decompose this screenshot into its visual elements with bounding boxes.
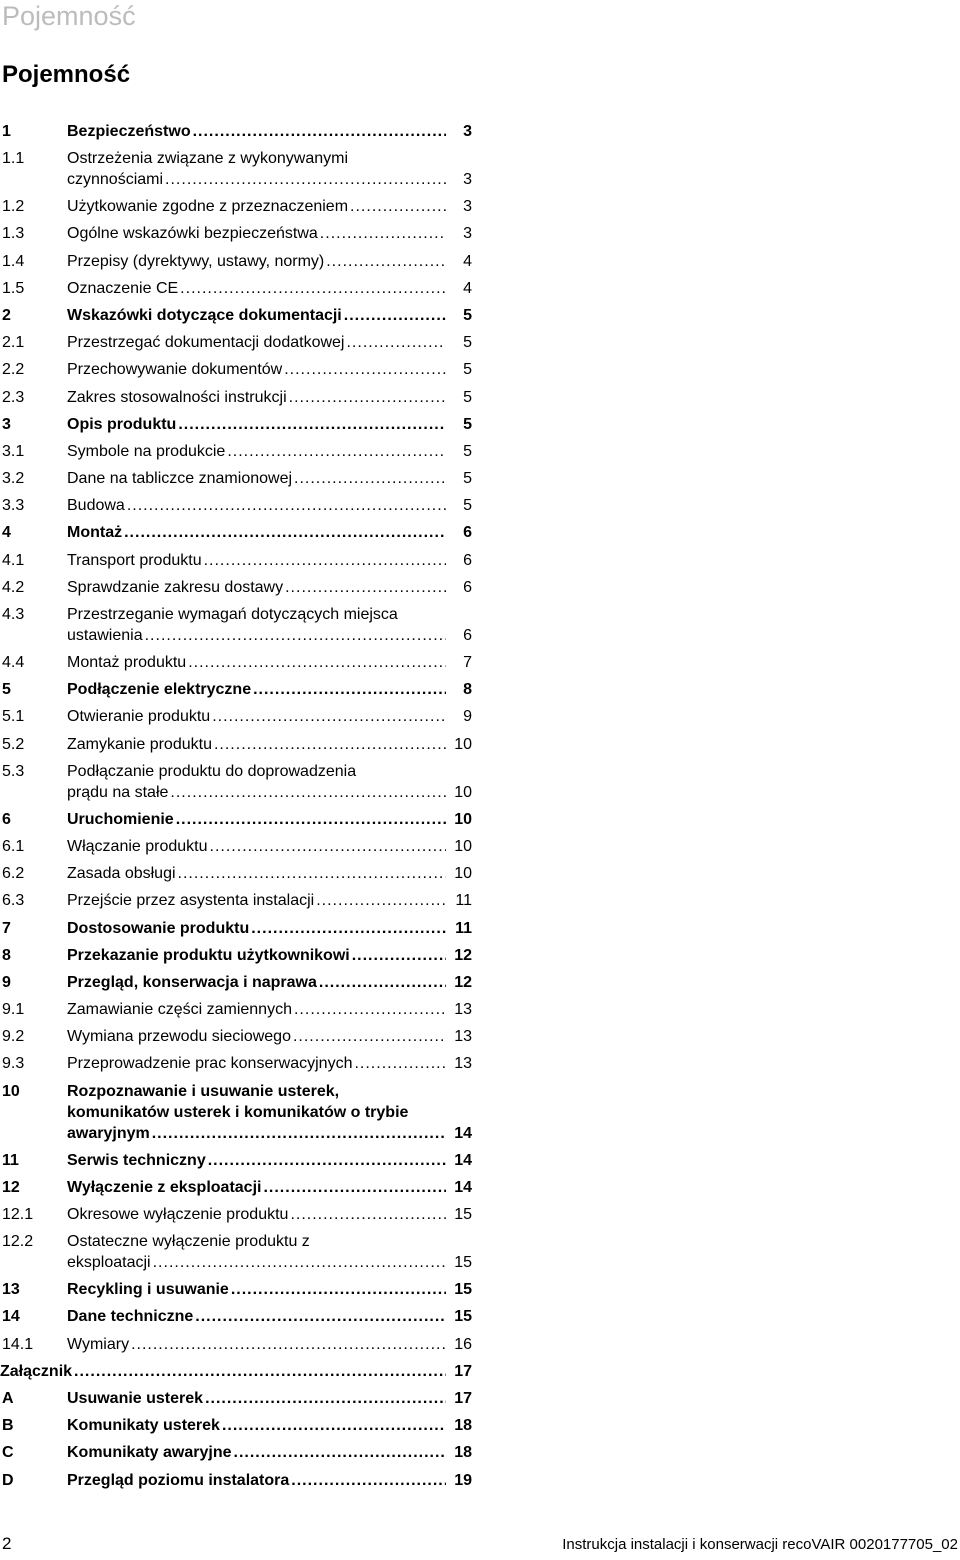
- toc-entry-title: Wymiana przewodu sieciowego: [67, 1028, 291, 1046]
- toc-dot-leader: [320, 220, 446, 247]
- toc-entry[interactable]: [0, 465, 472, 492]
- toc-entry[interactable]: [0, 703, 472, 730]
- toc-entry-body: [67, 969, 472, 996]
- toc-entry-title: Symbole na produkcie: [67, 442, 226, 460]
- toc-entry-number: 1.3: [2, 225, 25, 243]
- toc-entry-title-line: Rozpoznawanie i usuwanie usterek,: [67, 1082, 340, 1100]
- toc-entry-page: 5: [463, 470, 472, 488]
- toc-entry-page: 12: [454, 946, 472, 964]
- toc-entry-page: 5: [463, 415, 472, 433]
- toc-dot-leader: [178, 860, 446, 887]
- toc-entry[interactable]: [0, 887, 472, 914]
- toc-entry-page: 10: [454, 735, 472, 753]
- toc-entry-title-line: czynnościami: [67, 171, 164, 189]
- toc-entry-body: [67, 1385, 472, 1412]
- toc-entry-title-line: eksploatacji: [67, 1254, 151, 1272]
- toc-entry-body: [67, 220, 472, 247]
- toc-dot-leader: [326, 248, 446, 275]
- toc-entry-body: [67, 676, 472, 703]
- toc-entry-number: C: [2, 1444, 14, 1462]
- toc-dot-leader: [165, 169, 446, 190]
- toc-entry-title-line: komunikatów usterek i komunikatów o trybie: [67, 1103, 409, 1121]
- toc-entry-page: 5: [463, 388, 472, 406]
- toc-entry-body: [67, 248, 472, 275]
- toc-entry-title: Wymiary: [67, 1335, 130, 1353]
- toc-entry[interactable]: [0, 1439, 472, 1466]
- toc-entry[interactable]: [0, 1276, 472, 1303]
- toc-dot-leader: [74, 1358, 446, 1385]
- toc-entry-number: 11: [2, 1151, 19, 1169]
- toc-entry[interactable]: [0, 1412, 472, 1439]
- toc-entry-number: 14.1: [2, 1335, 34, 1353]
- toc-entry-body: [67, 1276, 472, 1303]
- toc-dot-leader: [212, 703, 446, 730]
- toc-dot-leader: [234, 1439, 447, 1466]
- toc-entry-page: 3: [463, 198, 472, 216]
- toc-entry-body: [67, 1050, 472, 1077]
- toc-entry-title: Przechowywanie dokumentów: [67, 361, 283, 379]
- toc-entry-number: 6.2: [2, 865, 25, 883]
- toc-entry-title: Włączanie produktu: [67, 837, 208, 855]
- toc-entry[interactable]: [0, 220, 472, 247]
- toc-entry-page: 19: [454, 1471, 472, 1489]
- toc-entry[interactable]: [0, 248, 472, 275]
- toc-entry[interactable]: [0, 302, 472, 329]
- toc-entry[interactable]: [0, 676, 472, 703]
- toc-entry-title: Użytkowanie zgodne z przeznaczeniem: [67, 198, 349, 216]
- toc-entry-page: 10: [454, 783, 472, 801]
- toc-entry-body: [67, 942, 472, 969]
- toc-entry[interactable]: [0, 833, 472, 860]
- toc-entry-title: Przekazanie produktu użytkownikowi: [67, 946, 350, 964]
- toc-entry-page: 11: [455, 892, 472, 910]
- toc-entry[interactable]: [0, 547, 472, 574]
- toc-entry-number: 6: [2, 810, 11, 828]
- toc-dot-leader: [285, 574, 446, 601]
- toc-entry[interactable]: [0, 1050, 472, 1077]
- toc-entry-page: 6: [463, 551, 472, 569]
- toc-entry-page: 11: [455, 919, 472, 937]
- toc-entry-title: Zamawianie części zamiennych: [67, 1001, 292, 1019]
- toc-entry[interactable]: [0, 1147, 472, 1174]
- toc-entry-body: [67, 356, 472, 383]
- toc-entry-page: 15: [454, 1254, 472, 1272]
- toc-entry-page: 6: [463, 524, 472, 542]
- toc-entry-title: Przegląd, konserwacja i naprawa: [67, 973, 317, 991]
- toc-entry-page: 13: [454, 1055, 472, 1073]
- toc-entry-body: [67, 649, 472, 676]
- toc-entry[interactable]: [0, 1467, 472, 1494]
- toc-entry-number: 2: [2, 306, 11, 324]
- toc-entry-body: [0, 1358, 472, 1385]
- toc-entry-title: Dostosowanie produktu: [67, 919, 250, 937]
- toc-entry-body: [67, 806, 472, 833]
- toc-dot-leader: [188, 649, 446, 676]
- toc-dot-leader: [290, 1201, 446, 1228]
- toc-entry[interactable]: [0, 860, 472, 887]
- toc-dot-leader: [227, 438, 446, 465]
- toc-entry-title: Zamykanie produktu: [67, 735, 212, 753]
- toc-entry-page: 5: [463, 442, 472, 460]
- toc-entry-body: [67, 411, 472, 438]
- toc-entry-number: 2.2: [2, 361, 25, 379]
- toc-dot-leader: [344, 302, 446, 329]
- toc-entry-number: 1.2: [2, 198, 25, 216]
- toc-dot-leader: [263, 1174, 446, 1201]
- toc-entry-title-line: ustawienia: [67, 627, 143, 644]
- toc-entry-title: Przejście przez asystenta instalacji: [67, 892, 315, 910]
- toc-entry-number: 9.2: [2, 1028, 25, 1046]
- toc-entry-number: 4.2: [2, 578, 25, 596]
- toc-entry-body: [67, 145, 472, 190]
- toc-entry-body: [67, 1303, 472, 1330]
- toc-dot-leader: [291, 1467, 446, 1494]
- toc-dot-leader: [231, 1276, 446, 1303]
- toc-dot-leader: [153, 1252, 446, 1273]
- toc-entry[interactable]: [0, 118, 472, 145]
- toc-entry-title: Komunikaty awaryjne: [67, 1444, 232, 1462]
- toc-entry-title: Uruchomienie: [67, 810, 174, 828]
- toc-entry-page: 3: [463, 225, 472, 243]
- toc-entry-body: [67, 703, 472, 730]
- toc-entry-number: 1.5: [2, 279, 25, 297]
- toc-dot-leader: [195, 1303, 446, 1330]
- toc-entry-title: Serwis techniczny: [67, 1151, 206, 1169]
- toc-dot-leader: [205, 1385, 446, 1412]
- toc-entry[interactable]: [0, 1358, 472, 1385]
- toc-entry[interactable]: [0, 996, 472, 1023]
- toc-entry-title: Dane na tabliczce znamionowej: [67, 470, 293, 488]
- toc-entry-page: 15: [454, 1308, 472, 1326]
- toc-entry-page: 5: [463, 497, 472, 515]
- toc-entry-title-line: awaryjnym: [67, 1124, 150, 1142]
- toc-entry[interactable]: [0, 601, 472, 649]
- toc-entry-number: 9.1: [2, 1001, 25, 1019]
- toc-entry-title: Komunikaty usterek: [67, 1417, 220, 1435]
- toc-entry-number: 3.1: [2, 442, 25, 460]
- toc-entry-number: 10: [2, 1082, 20, 1100]
- toc-entry-body: [67, 1147, 472, 1174]
- running-header-title: Pojemność: [2, 1, 136, 31]
- footer-page-number: 2: [2, 1534, 12, 1553]
- toc-entry-number: 1.1: [2, 150, 25, 168]
- toc-entry-title-line: prądu na stałe: [67, 783, 169, 801]
- toc-dot-leader: [124, 519, 446, 546]
- toc-entry-body: [67, 833, 472, 860]
- toc-entry-body: [67, 465, 472, 492]
- toc-entry-title: Otwieranie produktu: [67, 708, 211, 726]
- toc-entry[interactable]: [0, 915, 472, 942]
- toc-entry-body: [67, 275, 472, 302]
- toc-entry-body: [67, 438, 472, 465]
- toc-entry[interactable]: [0, 193, 472, 220]
- toc-entry-title: Transport produktu: [67, 551, 202, 569]
- toc-entry[interactable]: [0, 1228, 472, 1276]
- toc-dot-leader: [193, 118, 446, 145]
- toc-entry-page: 4: [463, 252, 472, 270]
- toc-entry[interactable]: [0, 942, 472, 969]
- toc-entry-title: Załącznik: [0, 1362, 73, 1380]
- toc-entry-title: Opis produktu: [67, 415, 177, 433]
- toc-entry-page: 6: [463, 627, 472, 644]
- toc-entry-number: 6.3: [2, 892, 25, 910]
- toc-entry[interactable]: [0, 438, 472, 465]
- toc-entry[interactable]: [0, 492, 472, 519]
- toc-entry-body: [67, 384, 472, 411]
- toc-entry-page: 18: [454, 1417, 472, 1435]
- toc-entry-number: 12.1: [2, 1206, 34, 1223]
- toc-dot-leader: [180, 275, 446, 302]
- toc-entry[interactable]: [0, 1023, 472, 1050]
- toc-dot-leader: [350, 193, 446, 220]
- toc-dot-leader: [204, 547, 446, 574]
- table-of-contents: [0, 118, 472, 1494]
- toc-entry[interactable]: [0, 1385, 472, 1412]
- toc-entry-body: [67, 302, 472, 329]
- toc-dot-leader: [152, 1123, 446, 1144]
- toc-entry[interactable]: [0, 329, 472, 356]
- toc-entry-body: [67, 574, 472, 601]
- toc-entry-number: 2.3: [2, 388, 25, 406]
- toc-dot-leader: [253, 676, 446, 703]
- toc-entry-title: Ogólne wskazówki bezpieczeństwa: [67, 225, 318, 243]
- toc-entry-page: 14: [454, 1178, 472, 1196]
- toc-entry-number: 4.3: [2, 606, 25, 623]
- toc-entry-page: 10: [454, 810, 472, 828]
- toc-entry-number: 9: [2, 973, 11, 991]
- toc-dot-leader: [346, 329, 446, 356]
- toc-entry-number: 9.3: [2, 1055, 25, 1073]
- toc-entry-body: [67, 329, 472, 356]
- toc-entry-body: [67, 1412, 472, 1439]
- toc-dot-leader: [176, 806, 446, 833]
- toc-entry-page: 13: [454, 1001, 472, 1019]
- toc-entry-number: A: [2, 1389, 14, 1407]
- page-title: Pojemność: [2, 61, 131, 88]
- toc-entry-title: Podłączenie elektryczne: [67, 681, 252, 699]
- toc-entry-page: 16: [454, 1335, 472, 1353]
- toc-entry-body: [67, 1174, 472, 1201]
- toc-entry-title-line: Ostateczne wyłączenie produktu z: [67, 1233, 310, 1251]
- toc-dot-leader: [316, 887, 446, 914]
- toc-dot-leader: [284, 356, 446, 383]
- toc-dot-leader: [222, 1412, 446, 1439]
- toc-entry[interactable]: [0, 519, 472, 546]
- toc-entry[interactable]: [0, 1078, 472, 1147]
- toc-entry-title: Recykling i usuwanie: [67, 1281, 229, 1299]
- toc-entry-title: Przegląd poziomu instalatora: [67, 1471, 290, 1489]
- toc-entry-number: 3: [2, 415, 11, 433]
- toc-entry[interactable]: [0, 1201, 472, 1228]
- toc-entry-page: 18: [454, 1444, 472, 1462]
- toc-entry-number: 12.2: [2, 1233, 34, 1251]
- toc-entry[interactable]: [0, 145, 472, 193]
- toc-entry-number: D: [2, 1471, 14, 1489]
- toc-entry-page: 14: [454, 1151, 472, 1169]
- toc-entry[interactable]: [0, 731, 472, 758]
- toc-entry-title: Montaż produktu: [67, 654, 187, 671]
- toc-entry[interactable]: [0, 574, 472, 601]
- toc-entry-number: 5.2: [2, 735, 25, 753]
- toc-dot-leader: [354, 1050, 446, 1077]
- toc-entry-number: 8: [2, 946, 11, 964]
- toc-entry-number: B: [2, 1417, 14, 1435]
- toc-entry[interactable]: [0, 806, 472, 833]
- toc-entry[interactable]: [0, 1331, 472, 1358]
- toc-entry-page: 15: [454, 1281, 472, 1299]
- toc-entry-title: Montaż: [67, 524, 123, 542]
- toc-dot-leader: [294, 996, 446, 1023]
- toc-entry-title: Przepisy (dyrektywy, ustawy, normy): [67, 252, 325, 270]
- toc-entry-title: Wskazówki dotyczące dokumentacji: [67, 306, 342, 324]
- toc-entry-page: 14: [454, 1124, 472, 1142]
- toc-entry-body: [67, 915, 472, 942]
- toc-dot-leader: [170, 782, 446, 803]
- toc-entry-body: [67, 758, 472, 803]
- toc-entry[interactable]: [0, 275, 472, 302]
- toc-entry-title: Dane techniczne: [67, 1308, 194, 1326]
- toc-entry-title: Bezpieczeństwo: [67, 123, 191, 140]
- toc-entry[interactable]: [0, 969, 472, 996]
- toc-entry-page: 13: [454, 1028, 472, 1046]
- toc-entry-page: 6: [463, 578, 472, 596]
- toc-entry-number: 4.4: [2, 654, 25, 671]
- toc-dot-leader: [131, 1331, 446, 1358]
- toc-entry-page: 5: [463, 361, 472, 379]
- toc-entry-number: 7: [2, 919, 11, 937]
- toc-entry-body: [67, 860, 472, 887]
- toc-entry-body: [67, 193, 472, 220]
- toc-entry-body: [67, 492, 472, 519]
- toc-entry[interactable]: [0, 411, 472, 438]
- toc-entry-title: Zakres stosowalności instrukcji: [67, 388, 287, 406]
- toc-entry-page: 7: [463, 654, 472, 671]
- toc-dot-leader: [319, 969, 446, 996]
- toc-dot-leader: [289, 384, 446, 411]
- toc-entry-title: Usuwanie usterek: [67, 1389, 204, 1407]
- toc-entry-title: Sprawdzanie zakresu dostawy: [67, 578, 284, 596]
- toc-entry[interactable]: [0, 356, 472, 383]
- toc-entry-page: 4: [463, 279, 472, 297]
- toc-entry[interactable]: [0, 1174, 472, 1201]
- toc-entry-number: 5.1: [2, 708, 25, 726]
- toc-entry-title: Wyłączenie z eksploatacji: [67, 1178, 262, 1196]
- toc-entry-page: 3: [463, 123, 472, 140]
- toc-entry-page: 8: [463, 681, 472, 699]
- toc-entry-body: [67, 1201, 472, 1228]
- toc-entry-page: 3: [463, 171, 472, 189]
- toc-entry-number: 3.2: [2, 470, 25, 488]
- toc-entry-page: 5: [463, 306, 472, 324]
- toc-entry-number: 1.4: [2, 252, 25, 270]
- toc-dot-leader: [294, 465, 446, 492]
- toc-entry-number: 13: [2, 1281, 20, 1299]
- toc-entry-number: 5: [2, 681, 11, 699]
- toc-entry-body: [67, 1331, 472, 1358]
- toc-entry-body: [67, 519, 472, 546]
- toc-entry-title: Przestrzegać dokumentacji dodatkowej: [67, 334, 345, 352]
- toc-entry-page: 5: [463, 334, 472, 352]
- toc-entry-number: 6.1: [2, 837, 25, 855]
- toc-entry-body: [67, 1228, 472, 1273]
- toc-entry-body: [67, 547, 472, 574]
- toc-entry-number: 5.3: [2, 762, 25, 780]
- toc-entry-title-line: Przestrzeganie wymagań dotyczących miejsca: [67, 606, 398, 623]
- toc-dot-leader: [293, 1023, 446, 1050]
- footer-document-title: Instrukcja instalacji i konserwacji recoVAIR 0020177705_02: [562, 1536, 958, 1553]
- toc-entry-body: [67, 887, 472, 914]
- toc-entry-number: 4: [2, 524, 11, 542]
- toc-entry-body: [67, 1023, 472, 1050]
- toc-entry-title-line: Ostrzeżenia związane z wykonywanymi: [67, 150, 348, 168]
- toc-entry-page: 10: [454, 837, 472, 855]
- toc-entry-body: [67, 601, 472, 646]
- toc-entry-number: 4.1: [2, 551, 25, 569]
- toc-entry-title: Oznaczenie CE: [67, 279, 179, 297]
- toc-entry-page: 10: [454, 865, 472, 883]
- toc-entry[interactable]: [0, 649, 472, 676]
- toc-entry-title: Zasada obsługi: [67, 865, 176, 883]
- toc-entry[interactable]: [0, 758, 472, 806]
- toc-dot-leader: [178, 411, 446, 438]
- toc-entry-page: 9: [463, 708, 472, 726]
- toc-entry-body: [67, 731, 472, 758]
- toc-entry-title-line: Podłączanie produktu do doprowadzenia: [67, 762, 357, 780]
- toc-entry-body: [67, 1439, 472, 1466]
- toc-entry-number: 14: [2, 1308, 20, 1326]
- toc-entry-title: Budowa: [67, 497, 125, 515]
- toc-entry-body: [67, 996, 472, 1023]
- toc-entry-title: Przeprowadzenie prac konserwacyjnych: [67, 1055, 353, 1073]
- toc-dot-leader: [127, 492, 446, 519]
- toc-dot-leader: [251, 915, 446, 942]
- toc-dot-leader: [352, 942, 446, 969]
- toc-entry-page: 15: [454, 1206, 472, 1223]
- toc-dot-leader: [145, 625, 446, 646]
- toc-dot-leader: [208, 1147, 446, 1174]
- toc-entry-body: [67, 118, 472, 145]
- toc-entry-page: 17: [454, 1362, 472, 1380]
- toc-entry-number: 2.1: [2, 334, 25, 352]
- toc-entry-body: [67, 1467, 472, 1494]
- toc-dot-leader: [214, 731, 446, 758]
- toc-entry[interactable]: [0, 384, 472, 411]
- toc-entry[interactable]: [0, 1303, 472, 1330]
- toc-entry-page: 17: [454, 1389, 472, 1407]
- toc-entry-page: 12: [454, 973, 472, 991]
- toc-entry-number: 3.3: [2, 497, 25, 515]
- toc-entry-body: [67, 1078, 472, 1144]
- toc-dot-leader: [210, 833, 446, 860]
- toc-entry-number: 12: [2, 1178, 20, 1196]
- toc-entry-title: Okresowe wyłączenie produktu: [67, 1206, 289, 1223]
- toc-entry-number: 1: [2, 123, 11, 140]
